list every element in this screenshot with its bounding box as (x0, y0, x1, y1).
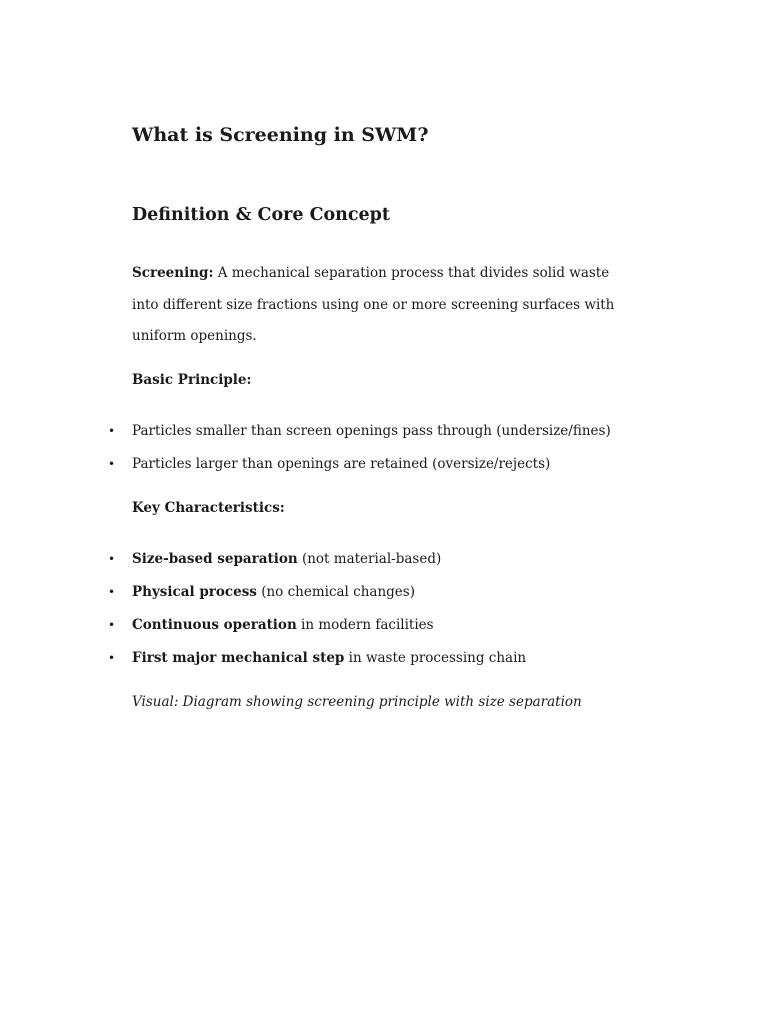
key-characteristics-heading: Key Characteristics: (132, 500, 285, 516)
list-item-text (132, 609, 434, 642)
list-item-bold: Continuous operation (132, 617, 297, 633)
section-heading: Definition & Core Concept (132, 205, 390, 225)
definition-term: Screening: (132, 265, 214, 281)
bullet-icon: • (108, 552, 116, 566)
list-item-rest: in waste processing chain (344, 650, 527, 666)
list-item-bold: Physical process (132, 584, 257, 600)
list-item-rest: (not material-based) (297, 551, 442, 567)
bullet-icon: • (108, 424, 116, 438)
bullet-icon: • (108, 618, 116, 632)
list-item-text (132, 543, 441, 576)
page-title: What is Screening in SWM? (132, 124, 429, 146)
list-item-bold: Size-based separation (132, 551, 298, 567)
definition-paragraph (132, 258, 622, 353)
list-item-bold: First major mechanical step (132, 650, 345, 666)
bullet-icon: • (108, 457, 116, 471)
list-item-text: Particles smaller than screen openings pass through (undersize/fines) (132, 423, 611, 439)
list-item-text (132, 642, 526, 675)
list-item-rest: (no chemical changes) (256, 584, 415, 600)
basic-principle-heading: Basic Principle: (132, 372, 252, 388)
list-item-text: Particles larger than openings are retained (oversize/rejects) (132, 456, 551, 472)
visual-note: Visual: Diagram showing screening principle with size separation (132, 694, 582, 710)
list-item-rest: in modern facilities (296, 617, 434, 633)
bullet-icon: • (108, 651, 116, 665)
bullet-icon: • (108, 585, 116, 599)
list-item-text (132, 576, 415, 609)
definition-text: A mechanical separation process that divides solid waste into different size fractions using one or more screening surfaces with uniform openings. (132, 265, 615, 344)
